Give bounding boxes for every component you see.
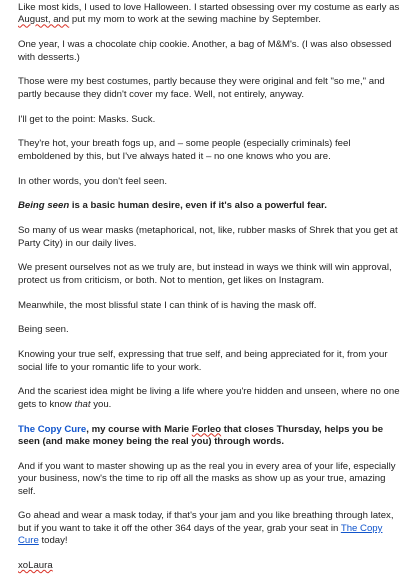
paragraph-text: put my mom to work at the sewing machine by September. <box>69 14 321 26</box>
paragraph-text: you. <box>90 398 112 410</box>
signoff <box>18 560 400 572</box>
signoff-text[interactable]: xoLaura <box>18 560 53 572</box>
document-body <box>18 2 400 585</box>
paragraph-present-ourselves: We present ourselves not as we truly are, but instead in ways we think will win approval, protect us from criticism, or both. Not to mention, get likes on Instagram. <box>18 262 392 286</box>
paragraph-costumes: One year, I was a chocolate chip cookie. Another, a bag of M&M's. (I was also obsessed with desserts.) <box>18 39 392 63</box>
paragraph-masks-suck: I'll get to the point: Masks. Suck. <box>18 113 156 125</box>
paragraph-text: , my course with Marie <box>86 423 192 435</box>
paragraph-text: Like most kids, I used to love Halloween. I started obsessing over my costume as early as <box>18 2 400 13</box>
paragraph-best-costumes: Those were my best costumes, partly because they were original and felt "so me," and partly because they didn't cover my face. Well, not entirely, anyway. <box>18 76 385 100</box>
emphasis-text: that <box>74 398 91 410</box>
copy-cure-link[interactable]: The Copy Cure <box>18 423 87 435</box>
paragraph-being-seen: Being seen. <box>18 324 69 336</box>
paragraph-text: that closes Thursday, helps you be seen (and make money being the real you) through words. <box>18 423 384 448</box>
spellcheck-underlined-text[interactable]: August, and <box>18 14 70 26</box>
paragraph-text: is a basic human desire, even if it's also a powerful fear. <box>69 200 327 212</box>
paragraph-go-ahead <box>18 510 400 547</box>
paragraph-wear-masks: So many of us wear masks (metaphorical, not, like, rubber masks of Shrek that you get at Party City) in our daily lives. <box>18 225 398 249</box>
paragraph-copy-cure-promo <box>18 424 400 449</box>
paragraph-masks-hot: They're hot, your breath fogs up, and – some people (especially criminals) feel emboldened by this, but I've always hated it – no one knows who you are. <box>18 138 351 162</box>
paragraph-text: And the scariest idea might be living a life where you're hidden and unseen, where no one gets to know <box>18 386 400 410</box>
paragraph-mask-off: Meanwhile, the most blissful state I can think of is having the mask off. <box>18 299 317 311</box>
spellcheck-underlined-text[interactable]: Forleo <box>191 423 222 435</box>
paragraph-master-showing-up: And if you want to master showing up as the real you in every area of your life, especially your business, now's the time to rip off all the masks as show up as your true, amazing self. <box>18 460 396 497</box>
paragraph-being-seen-heading <box>18 200 400 212</box>
paragraph-halloween <box>18 2 400 27</box>
paragraph-text: Go ahead and wear a mask today, if that's your jam and you like breathing through latex, but if you want to take it off the other 364 days of the year, grab your seat in <box>18 510 394 534</box>
paragraph-scariest-idea <box>18 386 400 411</box>
paragraph-text: today! <box>38 535 68 547</box>
paragraph-true-self: Knowing your true self, expressing that true self, and being appreciated for it, from your social life to your romantic life to your work. <box>18 349 388 373</box>
copy-cure-link[interactable]: The Copy Cure <box>18 522 383 547</box>
paragraph-not-seen: In other words, you don't feel seen. <box>18 175 168 187</box>
emphasis-text: Being seen <box>18 200 70 212</box>
